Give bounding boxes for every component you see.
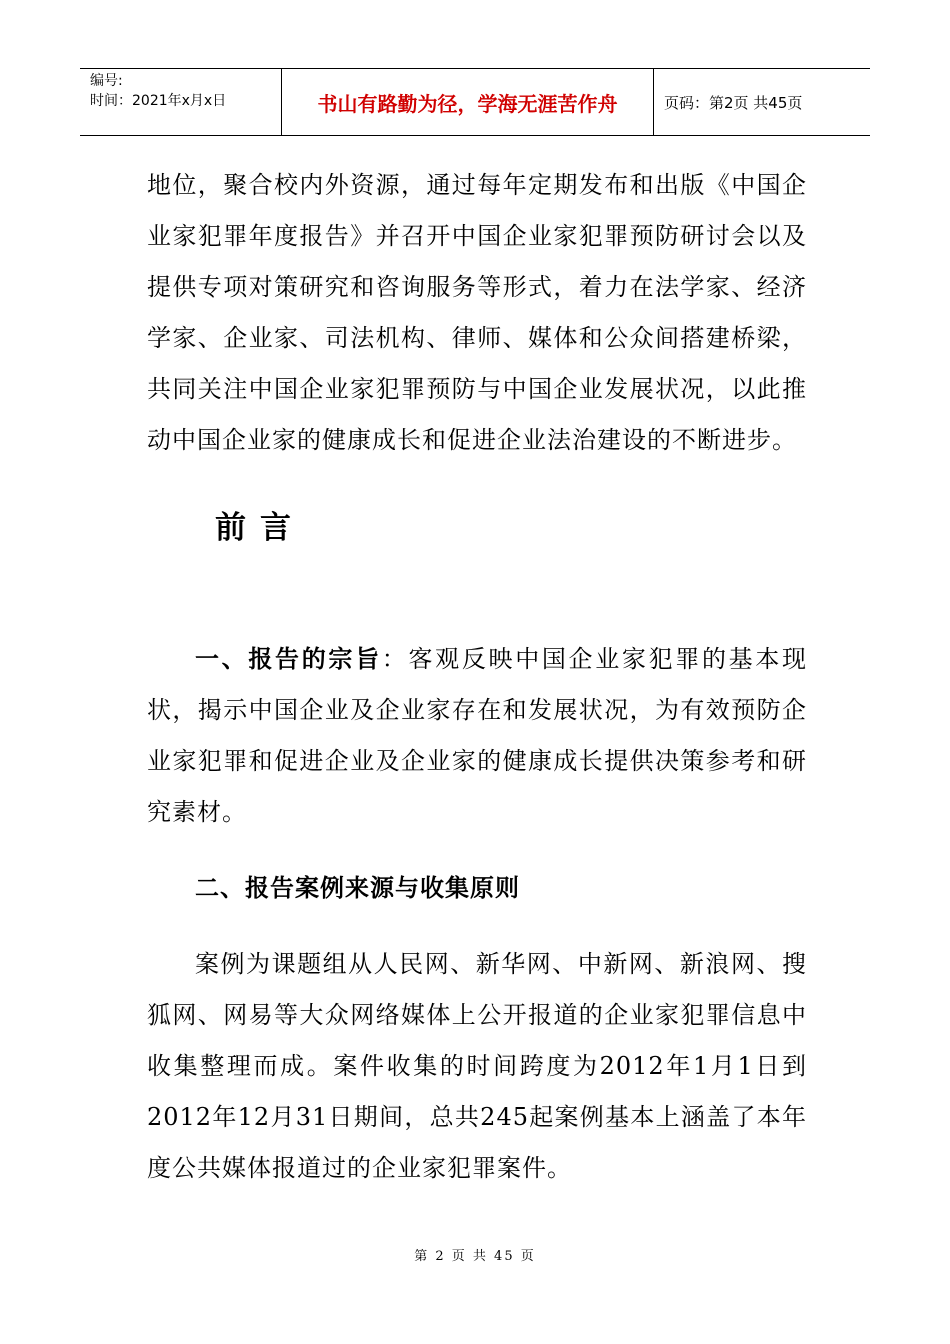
header-motto: 书山有路勤为径，学海无涯苦作舟 <box>282 69 654 135</box>
section1-title: 一、报告的宗旨 <box>195 645 382 673</box>
section1-text: ：客观反映中国企业家犯罪的基本现状，揭示中国企业及企业家存在和发展状况，为有效预防企业家犯罪和促进企业及企业家的健康成长提供决策参考和研究素材。 <box>147 645 808 826</box>
page-header <box>80 68 870 136</box>
code-label: 编号: <box>90 73 123 89</box>
page-footer: 第 2 页 共 45 页 <box>414 1249 536 1264</box>
document-body <box>147 160 807 1194</box>
time-label: 时间：2021年x月x日 <box>90 93 227 109</box>
header-page-info: 页码：第2页 共45页 <box>664 93 803 112</box>
section1-paragraph <box>147 634 807 838</box>
intro-paragraph: 地位，聚合校内外资源，通过每年定期发布和出版《中国企业家犯罪年度报告》并召开中国企业家犯罪预防研讨会以及提供专项对策研究和咨询服务等形式，着力在法学家、经济学家、企业家、司法机构、律师、媒体和公众间搭建桥梁，共同关注中国企业家犯罪预防与中国企业发展状况，以此推动中国企业家的健康成长和促进企业法治建设的不断进步。 <box>147 171 807 454</box>
section2-paragraph: 案例为课题组从人民网、新华网、中新网、新浪网、搜狐网、网易等大众网络媒体上公开报道的企业家犯罪信息中收集整理而成。案件收集的时间跨度为2012年1月1日到2012年12月31日期间，总共245起案例基本上涵盖了本年度公共媒体报道过的企业家犯罪案件。 <box>147 950 807 1182</box>
section2-title: 二、报告案例来源与收集原则 <box>195 874 520 902</box>
header-meta <box>80 69 282 135</box>
preface-title: 前言 <box>215 510 305 546</box>
